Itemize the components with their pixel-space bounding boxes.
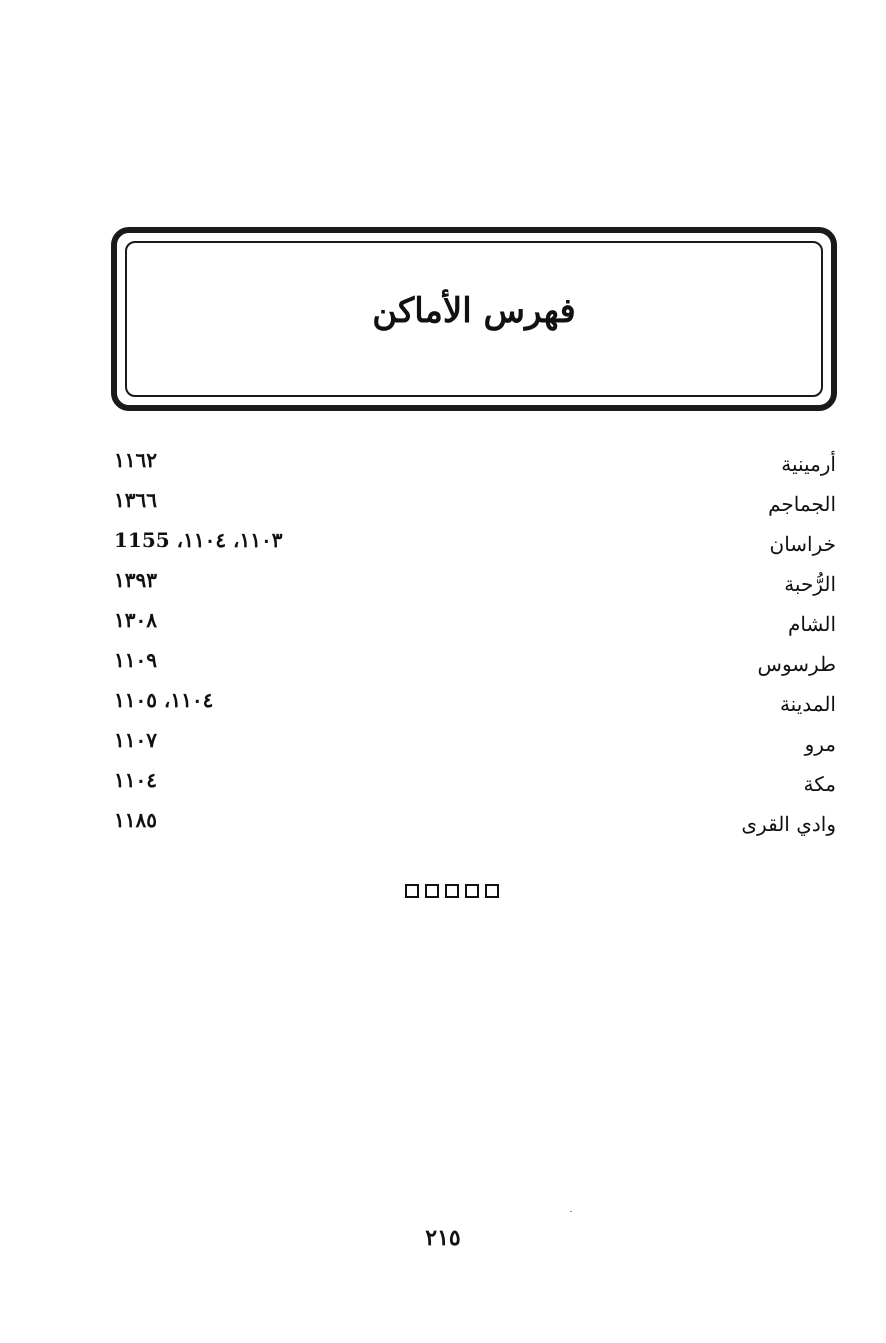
square-ornament-icon — [445, 884, 459, 898]
entry-place: مرو — [804, 732, 836, 756]
entry-place: الجماجم — [768, 492, 836, 516]
entry-pages: ١١٠٩ — [114, 648, 157, 672]
entry-place: مكة — [803, 772, 836, 796]
entry-pages: ١١٠٤، ١١٠٥ — [114, 688, 214, 712]
end-of-section-ornament — [405, 884, 499, 898]
index-entry — [114, 808, 836, 848]
index-entry — [114, 768, 836, 808]
entry-place: أرمينية — [781, 452, 836, 476]
index-entry — [114, 728, 836, 768]
square-ornament-icon — [485, 884, 499, 898]
entry-pages: ١١٠٧ — [114, 728, 157, 752]
index-entry — [114, 488, 836, 528]
title-frame — [111, 227, 837, 411]
entry-place: الرُّحبة — [784, 572, 836, 596]
entry-pages: ١٣٦٦ — [114, 488, 157, 512]
entry-pages: ١١٠٤ — [114, 768, 157, 792]
page-number: ٢١٥ — [425, 1225, 461, 1251]
index-entry — [114, 568, 836, 608]
entry-place: طرسوس — [757, 652, 836, 676]
square-ornament-icon — [405, 884, 419, 898]
index-entry — [114, 688, 836, 728]
index-entry — [114, 528, 836, 568]
entry-place: خراسان — [769, 532, 836, 556]
entry-place: المدينة — [779, 692, 836, 716]
index-entry — [114, 448, 836, 488]
index-entry — [114, 608, 836, 648]
places-index-list — [114, 448, 836, 848]
entry-pages: ١١٦٢ — [114, 448, 157, 472]
entry-pages: ١١٨٥ — [114, 808, 157, 832]
entry-place: الشام — [788, 612, 836, 636]
entry-pages: ١٣٠٨ — [114, 608, 157, 632]
square-ornament-icon — [465, 884, 479, 898]
entry-pages: ١١٠٣، ١١٠٤، 1155 — [114, 528, 283, 552]
page-title: فهرس الأماكن — [372, 291, 576, 331]
square-ornament-icon — [425, 884, 439, 898]
index-entry — [114, 648, 836, 688]
entry-place: وادي القرى — [741, 812, 836, 836]
entry-pages: ١٣٩٣ — [114, 568, 157, 592]
scan-speck — [570, 1211, 572, 1212]
